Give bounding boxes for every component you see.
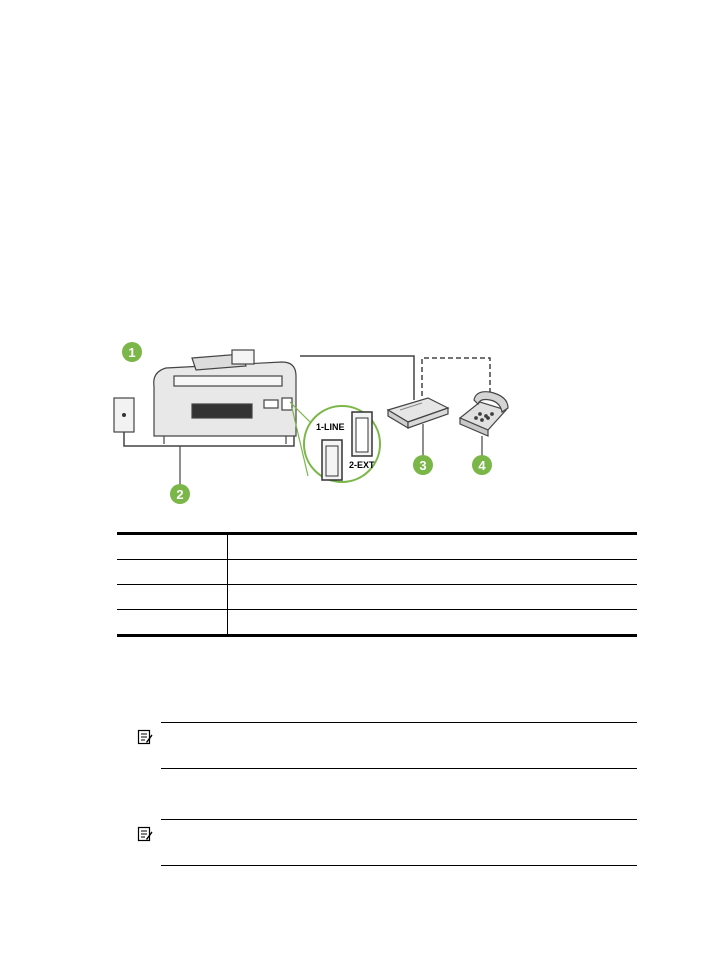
- cord-printer-to-answering-machine: [300, 356, 414, 400]
- callout-2: [170, 446, 190, 504]
- callout-3-number: 3: [419, 458, 427, 473]
- callout-4: [472, 436, 492, 475]
- callout-3: [413, 424, 433, 475]
- table-cell: [228, 585, 638, 610]
- table-cell: [228, 610, 638, 636]
- telephone-icon: [460, 392, 508, 436]
- wall-jack-icon: [114, 398, 134, 432]
- port-zoom-icon: [290, 402, 380, 482]
- note-top-rule: [161, 819, 637, 820]
- table-row: [117, 560, 637, 585]
- callout-4-number: 4: [478, 458, 486, 473]
- callout-2-number: 2: [176, 487, 184, 502]
- table-cell: [117, 534, 228, 560]
- callout-1: [122, 342, 142, 362]
- callout-1-number: 1: [128, 345, 136, 360]
- table-cell: [228, 560, 638, 585]
- printer-icon: [154, 350, 296, 444]
- table-cell: [228, 534, 638, 560]
- note-block-2: [137, 819, 637, 867]
- cord-answering-machine-to-phone-dashed: [422, 358, 490, 396]
- note-bottom-rule: [161, 865, 637, 866]
- port-label-line: 1-LINE: [316, 422, 345, 432]
- port-label-ext: 2-EXT: [349, 460, 375, 470]
- table-row: [117, 585, 637, 610]
- table-row: [117, 610, 637, 636]
- note-icon: [137, 826, 153, 842]
- diagram-svg: [104, 336, 524, 512]
- note-top-rule: [161, 722, 637, 723]
- answering-machine-icon: [388, 398, 448, 428]
- note-block-1: [137, 722, 637, 770]
- table-cell: [117, 585, 228, 610]
- table-cell: [117, 610, 228, 636]
- table-row: [117, 534, 637, 560]
- note-bottom-rule: [161, 768, 637, 769]
- fax-setup-diagram: [104, 336, 524, 512]
- diagram-key-table: [117, 532, 637, 637]
- table-cell: [117, 560, 228, 585]
- note-icon: [137, 729, 153, 745]
